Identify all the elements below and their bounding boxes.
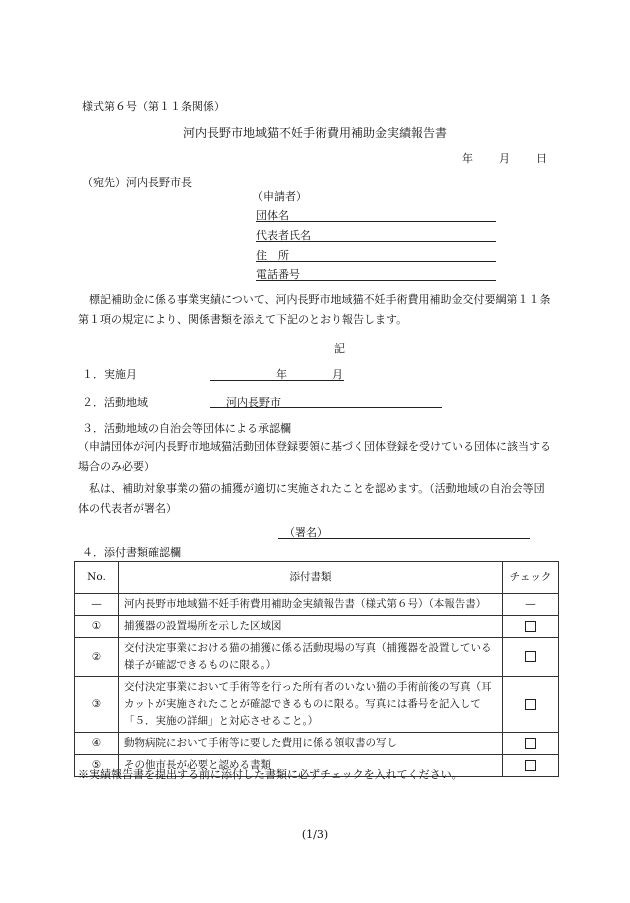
header-check: チェック [503, 562, 559, 594]
row-no: ⑤ [75, 755, 119, 777]
intro-text: 標記補助金に係る事業実績について、河内長野市地域猫不妊手術費用補助金交付要綱第１１条第１項の規定により、関係書類を添えて下記のとおり報告します。 [78, 293, 551, 326]
header-no: No. [75, 562, 119, 594]
item4-label: ４．添付書類確認欄 [82, 546, 181, 559]
table-header-row [75, 562, 559, 594]
item3-text: 私は、補助対象事業の猫の捕獲が適切に実施されたことを認めます。（活動地域の自治会等団体の代表者が署名） [78, 482, 545, 515]
addressee: （宛先）河内長野市長 [82, 176, 192, 189]
attachments-table [74, 561, 559, 777]
item1-month: 月 [332, 368, 343, 381]
date-line [462, 150, 547, 166]
row-document: 交付決定事業における猫の捕獲に係る活動現場の写真（捕獲器を設置している様子が確認できるものに限る。） [119, 638, 503, 677]
item3-label: ３．活動地域の自治会等団体による承認欄 [82, 422, 291, 435]
applicant-field-line [256, 206, 496, 222]
document-title: 河内長野市地域猫不妊手術費用補助金実績報告書 [182, 126, 447, 140]
checkbox[interactable] [525, 738, 536, 749]
applicant-field: 住 所 [256, 249, 289, 262]
row-no: ④ [75, 733, 119, 755]
table-row [75, 594, 559, 616]
row-check [503, 733, 559, 755]
item2-value: 河内長野市 [226, 396, 281, 409]
row-document: 捕獲器の設置場所を示した区域図 [119, 616, 503, 638]
table-row [75, 638, 559, 677]
row-document: その他市長が必要と認める書類 [119, 755, 503, 777]
row-document: 河内長野市地域猫不妊手術費用補助金実績報告書（様式第６号）（本報告書） [119, 594, 503, 616]
row-no: — [75, 594, 119, 616]
checkbox[interactable] [525, 699, 536, 710]
applicant-field-line [256, 246, 496, 262]
checkbox[interactable] [525, 760, 536, 771]
row-document: 交付決定事業において手術等を行った所有者のいない猫の手術前後の写真（耳カットが実施されたことが確認できるものに限る。写真には番号を記入して「５．実施の詳細」と対応させること。） [119, 677, 503, 733]
header-document: 添付書類 [119, 562, 503, 594]
checkbox[interactable] [525, 621, 536, 632]
form-number: 様式第６号（第１１条関係） [82, 100, 225, 113]
row-check [503, 677, 559, 733]
row-document: 動物病院において手術等に要した費用に係る領収書の写し [119, 733, 503, 755]
row-check [503, 638, 559, 677]
signature-label: （署名） [284, 526, 328, 539]
applicant-field-line [256, 226, 496, 242]
date-day: 日 [536, 152, 547, 165]
table-row [75, 677, 559, 733]
table-row [75, 733, 559, 755]
applicant-field: 代表者氏名 [256, 229, 311, 242]
date-month: 月 [499, 152, 510, 165]
row-check-dash: — [503, 594, 559, 616]
page-number: (1/3) [301, 828, 329, 841]
row-check [503, 755, 559, 777]
item1-label: １．実施月 [82, 368, 137, 381]
applicant-field: 電話番号 [256, 268, 300, 281]
table-row [75, 616, 559, 638]
item2-label: ２．活動地域 [82, 396, 148, 409]
row-check [503, 616, 559, 638]
applicant-heading: （申請者） [252, 190, 307, 203]
applicant-field: 団体名 [256, 209, 289, 222]
checkbox[interactable] [525, 651, 536, 662]
applicant-field-line [256, 265, 496, 281]
item1-year: 年 [276, 368, 287, 381]
row-no: ② [75, 638, 119, 677]
row-no: ① [75, 616, 119, 638]
item3-note: （申請団体が河内長野市地域猫活動団体登録要領に基づく団体登録を受けている団体に該当する場合のみ必要） [78, 440, 551, 473]
date-year: 年 [462, 152, 473, 165]
ki-label: 記 [334, 342, 345, 355]
row-no: ③ [75, 677, 119, 733]
footnote: ※実績報告書を提出する前に添付した書類に必ずチェックを入れてください。 [78, 768, 463, 781]
